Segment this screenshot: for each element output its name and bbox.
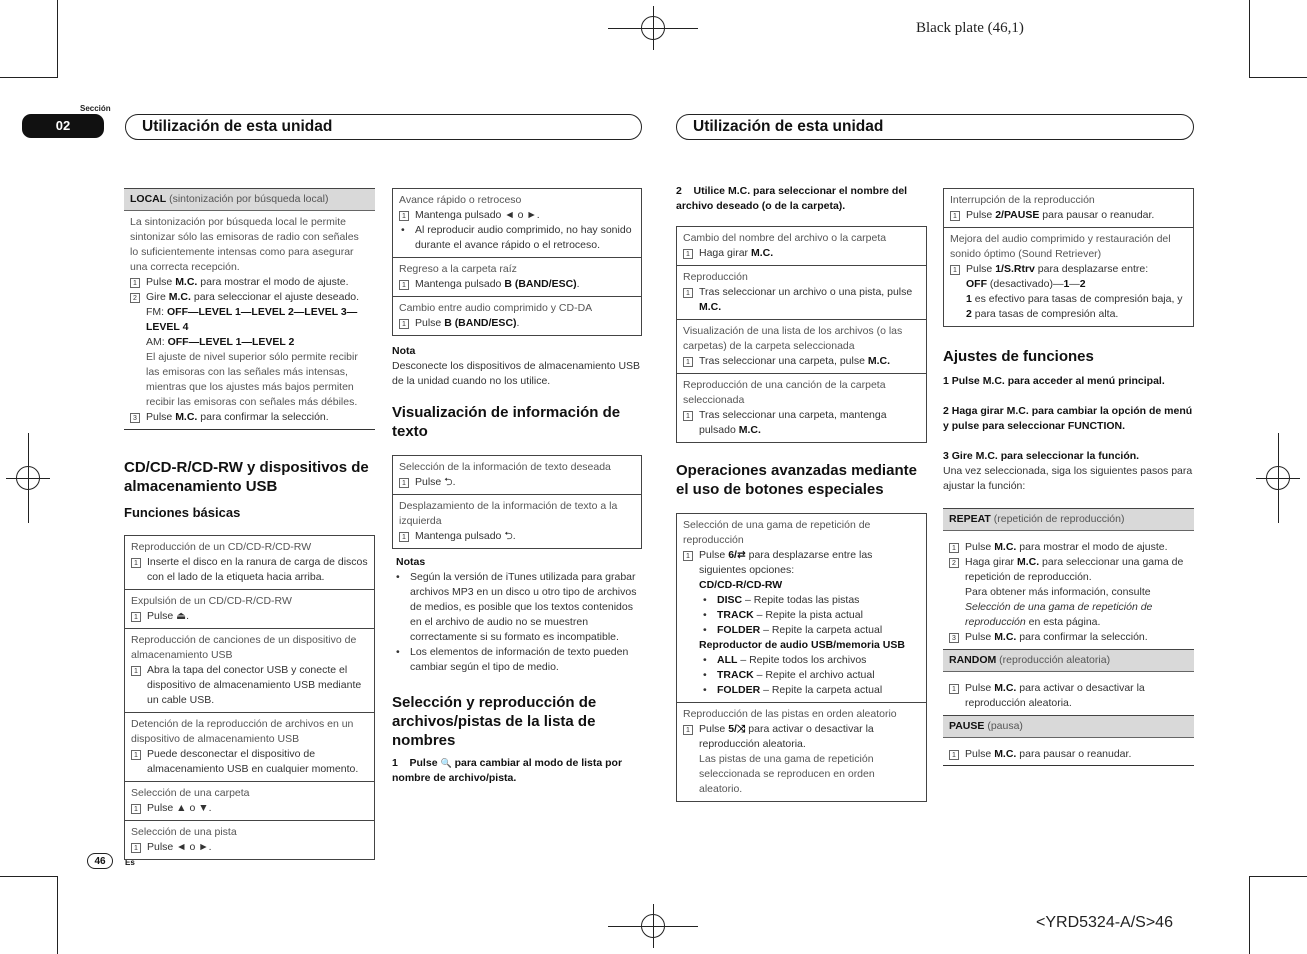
- page-number: 46: [87, 853, 113, 869]
- row-step-text: Inserte el disco en la ranura de carga de discos con el lado de la etiqueta hacia arriba.: [147, 556, 368, 583]
- table-row: Interrupción de la reproducción 1 Pulse 2/PAUSE para pausar o reanudar.: [944, 189, 1193, 228]
- repeat-body: 1 Pulse M.C. para mostrar el modo de ajuste. 2 Haga girar M.C. para seleccionar una gama de repetición de reproducción. Para obtener más información, consulte Selección de una gama de repetición de reproducción en esta página. 3 Pulse M.C. para confirmar la selección.: [943, 531, 1194, 649]
- row-step-text: [699, 246, 920, 261]
- row-step-text: Pulse ▲ o ▼.: [147, 802, 212, 814]
- step-text: Tras seleccionar una carpeta, pulse: [699, 355, 868, 367]
- function-step-1: 1 Pulse M.C. para acceder al menú principal.: [943, 375, 1165, 387]
- row-step: 1 Pulse ▲ o ▼.: [131, 801, 368, 816]
- table-row: [677, 374, 926, 443]
- row-title: Expulsión de un CD/CD-R/CD-RW: [131, 595, 292, 607]
- list-item: • Según la versión de iTunes utilizada para grabar archivos MP3 en un disco u otro tipo de archivos de medios, es posible que los textos contenidos en el archivo de audio no se muestren correctamente si su formato es incompatible.: [394, 570, 642, 645]
- option-key: FOLDER: [717, 684, 761, 696]
- row-step: 1 Haga girar M.C.: [683, 246, 920, 261]
- list-item: [701, 683, 920, 698]
- heading-function-settings: Ajustes de funciones: [943, 348, 1094, 365]
- repeat-icon: ⇄: [736, 549, 746, 561]
- table-row: [125, 713, 374, 782]
- function-step-3: 3 Gire M.C. para seleccionar la función.: [943, 450, 1140, 462]
- row-step-text: [699, 354, 920, 369]
- column-3: [676, 184, 927, 802]
- list-item: [701, 623, 920, 638]
- page-language: Es: [125, 858, 135, 867]
- option-desc: – Repite el archivo actual: [753, 669, 875, 681]
- option-desc: – Repite la carpeta actual: [760, 684, 883, 696]
- step-key: M.C.: [699, 301, 722, 313]
- step-text: Haga girar: [699, 247, 751, 259]
- row-title: Reproducción: [683, 271, 748, 283]
- random-header: RANDOM (reproducción aleatoria): [943, 649, 1194, 672]
- table-row: [125, 536, 374, 590]
- function-step-3-note: Una vez seleccionada, siga los siguientes pasos para ajustar la función:: [943, 465, 1193, 492]
- crop-mark: [1249, 0, 1250, 78]
- section-label: Sección: [80, 104, 111, 113]
- table-row: Regreso a la carpeta raíz 1 Mantenga pulsado B (BAND/ESC).: [393, 258, 641, 297]
- local-step-2: 2 Gire M.C. para seleccionar el ajuste deseado. FM: OFF—LEVEL 1—LEVEL 2—LEVEL 3—LEVEL 4 AM: OFF—LEVEL 1—LEVEL 2 El ajuste de nivel superior sólo permite recibir las emisoras con las señales más intensas, mientras que los ajustes más bajos permiten recibir las emisoras con señales más débiles.: [130, 290, 369, 410]
- crop-mark: [1249, 876, 1250, 954]
- local-step-1: 1 Pulse M.C. para mostrar el modo de ajuste.: [130, 275, 369, 290]
- select-step-1: 1 Pulse 🔍 para cambiar al modo de lista por nombre de archivo/pista.: [392, 757, 623, 784]
- option-key: ALL: [717, 654, 738, 666]
- row-step: 1 Abra la tapa del conector USB y conecte el dispositivo de almacenamiento USB mediante un cable USB.: [131, 663, 368, 708]
- random-body: 1 Pulse M.C. para activar o desactivar la reproducción aleatoria.: [943, 672, 1194, 715]
- table-row: [677, 227, 926, 266]
- option-key: TRACK: [717, 669, 754, 681]
- local-setting-body: [124, 211, 375, 430]
- row-step: 1 Puede desconectar el dispositivo de almacenamiento USB en cualquier momento.: [131, 747, 368, 777]
- chapter-title-right: Utilización de esta unidad: [676, 114, 1194, 140]
- registration-mark: [16, 466, 40, 490]
- row-title: Reproducción de una canción de la carpeta seleccionada: [683, 379, 886, 406]
- playback-table: [392, 188, 642, 336]
- row-title: Selección de una pista: [131, 826, 237, 838]
- table-row: Selección de la información de texto deseada 1 Pulse ⮌.: [393, 456, 641, 495]
- row-step: 1 Pulse ◄ o ►.: [131, 840, 368, 855]
- section-number: 02: [22, 114, 104, 138]
- option-desc: – Repite todas las pistas: [742, 594, 860, 606]
- crop-mark: [57, 876, 58, 954]
- local-setting-header: [124, 188, 375, 211]
- special-buttons-table: [676, 513, 927, 802]
- registration-mark: [1266, 466, 1290, 490]
- heading-basic-functions: Funciones básicas: [124, 505, 241, 520]
- local-description: La sintonización por búsqueda local le permite sintonizar sólo las emisoras de radio con señales lo suficientemente intensas como para asegurar una correcta recepción.: [130, 216, 359, 273]
- row-title: Detención de la reproducción de archivos en un dispositivo de almacenamiento USB: [131, 718, 354, 745]
- step-text: Tras seleccionar una carpeta, mantenga pulsado: [699, 409, 887, 436]
- table-row: Selección de una gama de repetición de reproducción 1 Pulse 6/⇄ para desplazarse entre las siguientes opciones: CD/CD-R/CD-RW • DISC – Repite todas las pistas • TRACK – Repite la pista actual • FOLDER – Repite la carpeta actual Reproductor de audio USB/memoria USB • ALL – Repite todos los archivos • TRACK – Repite el archivo actual • FOLDER – Repite la carpeta actual: [677, 514, 926, 703]
- option-desc: – Repite todos los archivos: [737, 654, 867, 666]
- table-row: [125, 629, 374, 713]
- nota-head: Nota: [392, 345, 416, 357]
- pause-sr-table: [943, 188, 1194, 327]
- row-step: 1 Tras seleccionar una carpeta, pulse M.C.: [683, 354, 920, 369]
- list-item: [701, 608, 920, 623]
- row-step: 1 Tras seleccionar un archivo o una pista, pulse M.C.: [683, 285, 920, 315]
- column-1: [124, 188, 375, 860]
- notas-head: Notas: [396, 556, 426, 568]
- column-2: [392, 188, 642, 786]
- step-key: M.C.: [738, 424, 761, 436]
- row-step-text: [699, 408, 920, 438]
- row-title: Reproducción de canciones de un dispositivo de almacenamiento USB: [131, 634, 357, 661]
- list-item: [701, 593, 920, 608]
- repeat-header: REPEAT (repetición de reproducción): [943, 508, 1194, 531]
- notas-list: [392, 570, 642, 675]
- row-step: 1 Tras seleccionar una carpeta, mantenga pulsado M.C.: [683, 408, 920, 438]
- row-step-text: Abra la tapa del conector USB y conecte el dispositivo de almacenamiento USB mediante un cable USB.: [147, 664, 362, 706]
- nota-text: Desconecte los dispositivos de almacenamiento USB de la unidad cuando no los utilice.: [392, 360, 641, 387]
- heading-cd-usb: CD/CD-R/CD-RW y dispositivos de almacenamiento USB: [124, 459, 369, 495]
- table-row: [125, 821, 374, 860]
- local-head-note: (sintonización por búsqueda local): [169, 193, 329, 205]
- option-key: DISC: [717, 594, 743, 606]
- option-key: TRACK: [717, 609, 754, 621]
- pause-header: PAUSE (pausa): [943, 715, 1194, 738]
- row-title: Selección de una carpeta: [131, 787, 250, 799]
- column-4: [943, 188, 1194, 766]
- text-info-table: [392, 455, 642, 549]
- table-row: [677, 320, 926, 374]
- crop-mark: [57, 0, 58, 78]
- document-code: <YRD5324-A/S>46: [1036, 914, 1173, 931]
- crop-mark: [1249, 77, 1307, 78]
- table-row: Cambio entre audio comprimido y CD-DA 1 Pulse B (BAND/ESC).: [393, 297, 641, 336]
- list-item: • Los elementos de información de texto pueden cambiar según el tipo de medio.: [394, 645, 642, 675]
- step-key: M.C.: [867, 355, 891, 367]
- row-step: 1 Pulse ⏏.: [131, 609, 368, 624]
- shuffle-icon: ⤨: [736, 723, 746, 735]
- crop-mark: [0, 876, 57, 877]
- crop-mark: [1249, 876, 1307, 877]
- table-row: [125, 590, 374, 629]
- registration-mark: [641, 16, 665, 40]
- option-desc: – Repite la carpeta actual: [760, 624, 883, 636]
- table-row: Mejora del audio comprimido y restauración del sonido óptimo (Sound Retriever) 1 Pulse 1/S.Rtrv para desplazarse entre: OFF (desactivado)—1—2 1 es efectivo para tasas de compresión baja, y 2 para tasas de compresión alta.: [944, 228, 1193, 327]
- select-step-2: 2 Utilice M.C. para seleccionar el nombre del archivo deseado (o de la carpeta).: [676, 185, 908, 212]
- step-key: M.C.: [750, 247, 774, 259]
- row-title: Cambio del nombre del archivo o la carpeta: [683, 232, 887, 244]
- table-row: [125, 782, 374, 821]
- table-row: Reproducción de las pistas en orden aleatorio 1 Pulse 5/⤨ para activar o desactivar la reproducción aleatoria. Las pistas de una gama de repetición seleccionada se reproducen en orden aleatorio.: [677, 703, 926, 802]
- table-row: [677, 266, 926, 320]
- table-row: Avance rápido o retroceso 1 Mantenga pulsado ◄ o ►. • Al reproducir audio comprimido, no hay sonido durante el avance rápido o el retroceso.: [393, 189, 641, 258]
- list-item: [701, 668, 920, 683]
- step-text: Tras seleccionar un archivo o una pista, pulse: [699, 286, 913, 298]
- file-list-table: [676, 226, 927, 443]
- heading-advanced-ops: Operaciones avanzadas mediante el uso de botones especiales: [676, 462, 917, 498]
- local-step-3: 3 Pulse M.C. para confirmar la selección.: [130, 410, 369, 425]
- crop-mark: [0, 77, 57, 78]
- basic-functions-table: [124, 535, 375, 860]
- search-icon: 🔍: [440, 758, 452, 768]
- function-step-2: 2 Haga girar M.C. para cambiar la opción de menú y pulse para seleccionar FUNCTION.: [943, 405, 1193, 432]
- local-head: LOCAL: [130, 193, 167, 205]
- row-title: Reproducción de un CD/CD-R/CD-RW: [131, 541, 312, 553]
- option-desc: – Repite la pista actual: [753, 609, 863, 621]
- list-item: [701, 653, 920, 668]
- heading-select-play: Selección y reproducción de archivos/pistas de la lista de nombres: [392, 694, 597, 749]
- row-title: Visualización de una lista de los archivos (o las carpetas) de la carpeta seleccionada: [683, 325, 903, 352]
- row-step-text: Puede desconectar el dispositivo de almacenamiento USB en cualquier momento.: [147, 748, 359, 775]
- registration-mark: [641, 914, 665, 938]
- row-step-text: [699, 285, 920, 315]
- chapter-title-left: Utilización de esta unidad: [125, 114, 642, 140]
- row-step-text: Pulse ⏏.: [147, 610, 190, 622]
- option-key: FOLDER: [717, 624, 761, 636]
- heading-text-info: Visualización de información de texto: [392, 404, 621, 440]
- pause-body: 1 Pulse M.C. para pausar o reanudar.: [943, 738, 1194, 766]
- row-step-text: Pulse ◄ o ►.: [147, 841, 212, 853]
- plate-label: Black plate (46,1): [916, 20, 1024, 36]
- row-step: 1 Inserte el disco en la ranura de carga de discos con el lado de la etiqueta hacia arriba.: [131, 555, 368, 585]
- table-row: Desplazamiento de la información de texto a la izquierda 1 Mantenga pulsado ⮌.: [393, 495, 641, 549]
